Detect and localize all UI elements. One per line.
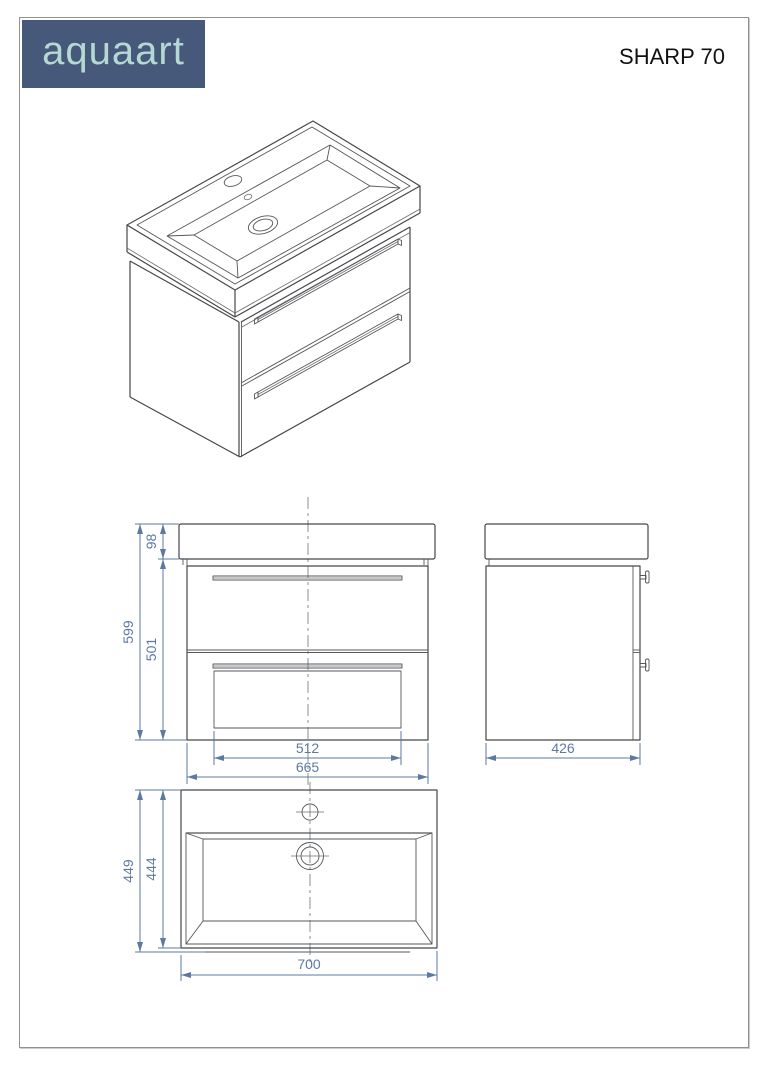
dim-label-drawer-inner-width: 512 <box>295 740 320 756</box>
side-handle-bottom <box>640 659 649 671</box>
top-view <box>181 790 437 952</box>
dim-label-total-depth: 449 <box>120 859 136 883</box>
side-handle-top <box>640 571 649 583</box>
overflow-hole-icon <box>243 193 252 200</box>
front-view <box>179 524 435 740</box>
faucet-hole-icon <box>223 174 243 189</box>
centerline <box>308 497 310 962</box>
model-title: SHARP 70 <box>619 44 725 69</box>
drawer-handle-bottom <box>255 314 402 399</box>
isometric-view <box>127 121 420 457</box>
dimension-labels <box>120 534 575 972</box>
dim-label-basin-depth: 444 <box>143 857 159 881</box>
dim-label-cabinet-height: 501 <box>143 637 159 662</box>
drain-icon <box>246 213 280 238</box>
dim-label-basin-width: 700 <box>297 956 321 972</box>
side-view <box>485 524 649 740</box>
drawer-handle-top <box>255 239 402 324</box>
dim-label-total-height: 599 <box>120 620 136 644</box>
brand-logo-text: aquaart <box>42 29 185 73</box>
dim-label-cabinet-width: 665 <box>295 759 320 775</box>
dim-label-depth: 426 <box>551 740 575 756</box>
dim-label-basin-height: 98 <box>143 533 159 550</box>
